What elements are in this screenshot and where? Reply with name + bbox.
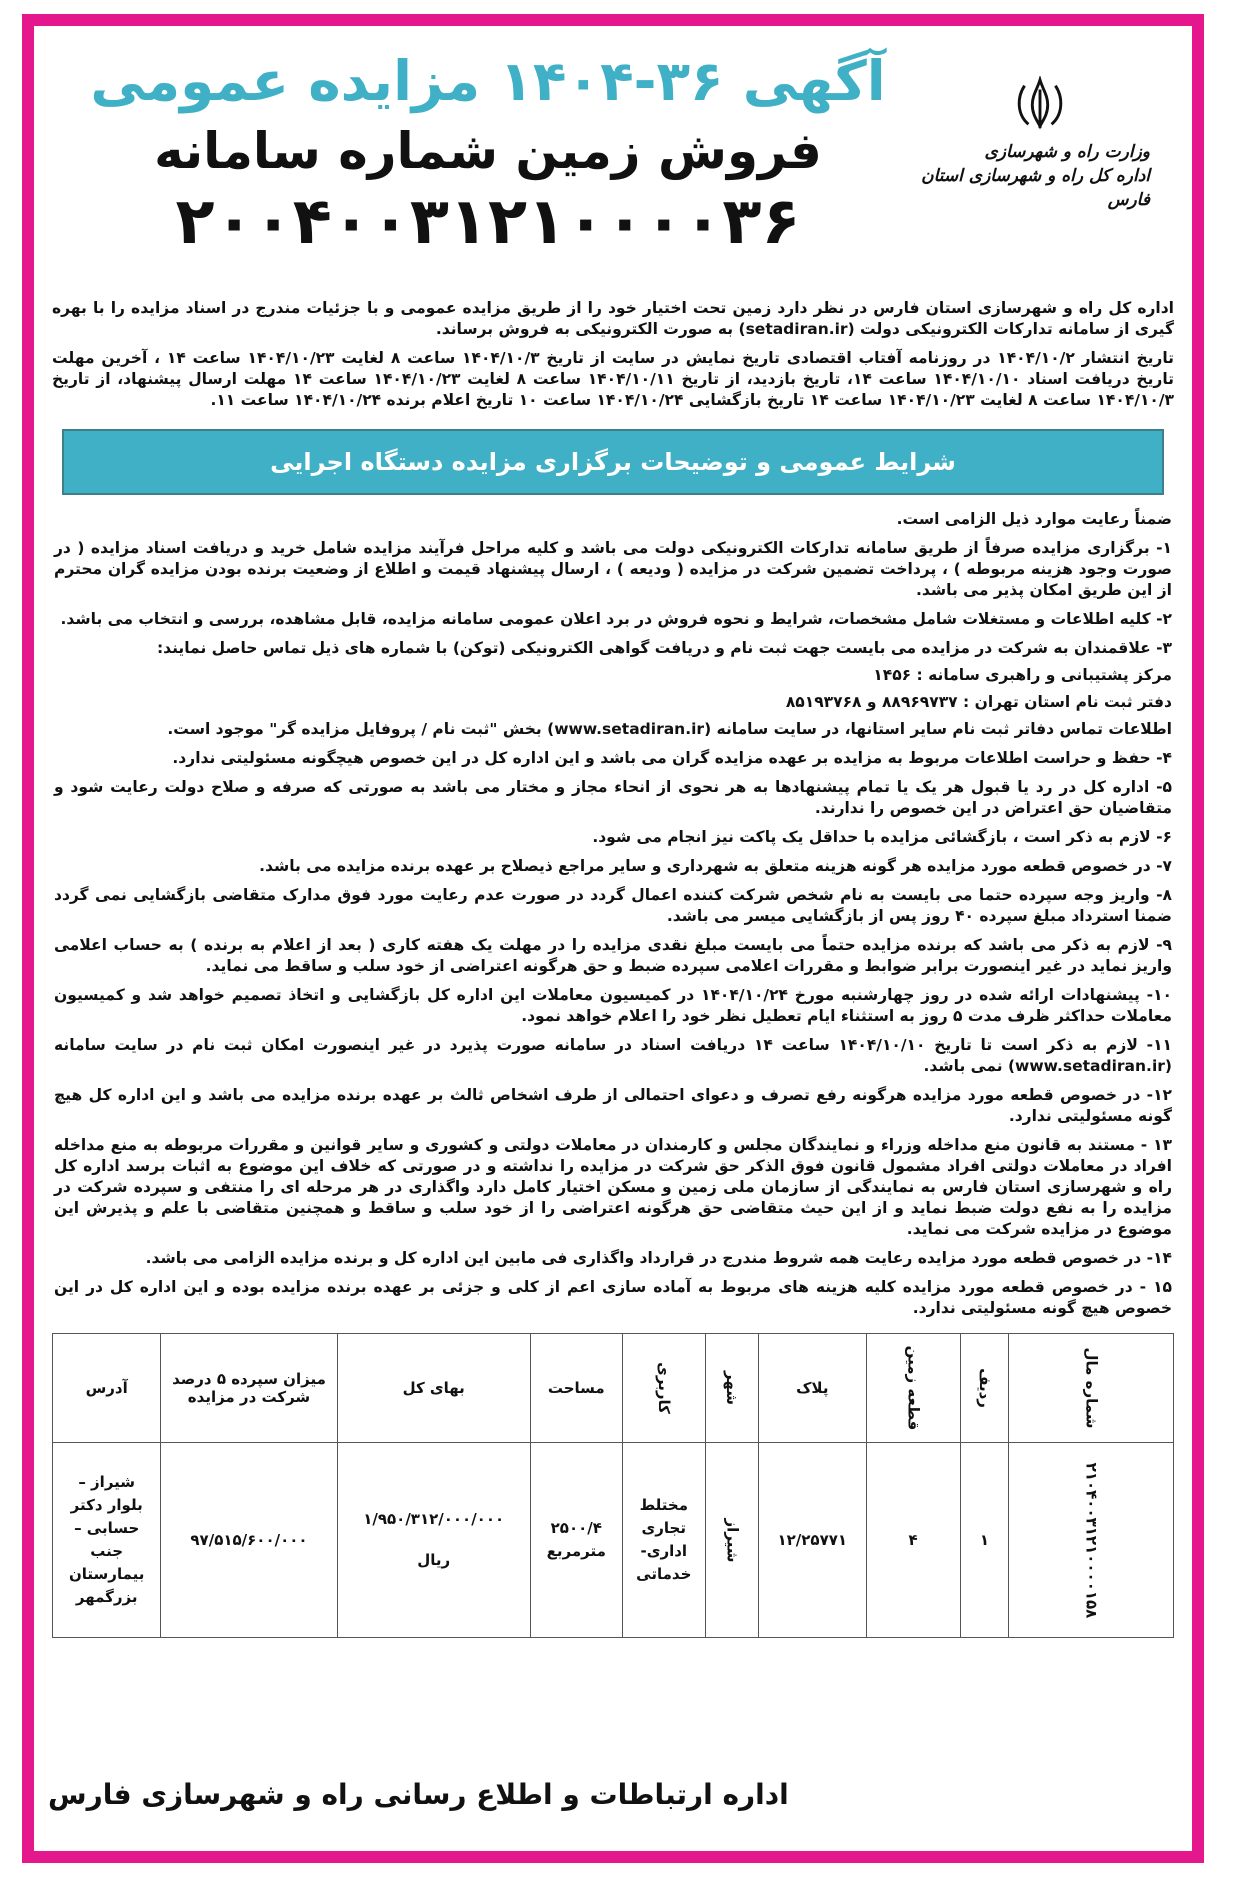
header-city: شهر	[705, 1334, 758, 1443]
condition-item: ۷- در خصوص قطعه مورد مزایده هر گونه هزینه متعلق به شهرداری و سایر مراجع ذیصلاح بر عهده برنده مزایده می باشد.	[259, 857, 1172, 875]
notice-title: آگهی ۳۶-۱۴۰۴ مزایده عمومی	[90, 49, 886, 113]
condition-item: ۲- کلیه اطلاعات و مستغلات شامل مشخصات، شرایط و نحوه فروش در برد اعلان عمومی سامانه مزایده، قابل مشاهده، بررسی و انتخاب می باشد.	[60, 610, 1172, 628]
ministry-name: وزارت راه و شهرسازی	[984, 142, 1150, 162]
title-block	[78, 36, 898, 260]
price-unit: ریال	[417, 1551, 451, 1569]
iran-emblem-icon	[1011, 76, 1069, 130]
schedule-paragraph: تاریخ انتشار ۱۴۰۴/۱۰/۲ در روزنامه آفتاب اقتصادی تاریخ نمایش در سایت از تاریخ ۱۴۰۴/۱۰/۳ ساعت ۸ لغایت ۱۴۰۴/۱۰/۲۳ ساعت ۱۴ ، آخرین مهلت تاریخ دریافت اسناد ۱۴۰۴/۱۰/۱۰ ساعت ۱۴، تاریخ بازدید، از تاریخ ۱۴۰۴/۱۰/۱۱ ساعت ۸ لغایت ۱۴۰۴/۱۰/۲۳ ساعت ۱۴ مهلت ارسال پیشنهاد، از تاریخ ۱۴۰۴/۱۰/۳ ساعت ۸ لغایت ۱۴۰۴/۱۰/۲۳ ساعت ۱۴ تاریخ بازگشایی ۱۴۰۴/۱۰/۲۴ ساعت ۱۰ تاریخ اعلام برنده ۱۴۰۴/۱۰/۲۴ ساعت ۱۱.	[52, 349, 1174, 409]
condition-item: ۱۵ - در خصوص قطعه مورد مزایده کلیه هزینه های مربوط به آماده سازی اعم از کلی و جزئی بر عهده برنده مزایده بوده و این اداره کل در این خصوص هیچ گونه مسئولیتی ندارد.	[54, 1278, 1172, 1317]
condition-intro: ضمناً رعایت موارد ذیل الزامی است.	[896, 510, 1172, 528]
header	[48, 36, 1178, 298]
intro-paragraph: اداره کل راه و شهرسازی استان فارس در نظر دارد زمین تحت اختیار خود را از طریق مزایده عمومی و با جزئیات مندرج در اسناد مزایده را با بهره گیری از سامانه تدارکات الکترونیکی دولت (setadiran.ir) به صورت الکترونیکی به فروش برساند.	[52, 299, 1174, 338]
cell-total-price	[337, 1443, 530, 1638]
system-number: ۲۰۰۴۰۰۳۱۲۱۰۰۰۰۳۶	[175, 185, 801, 259]
condition-item: ۱۲- در خصوص قطعه مورد مزایده هرگونه رفع تصرف و دعوای احتمالی از طرف اشخاص ثالث بر عهده برنده مزایده می باشد و این اداره کل هیچ گونه مسئولیتی ندارد.	[54, 1086, 1172, 1125]
support-center: مرکز پشتیبانی و راهبری سامانه : ۱۴۵۶	[873, 666, 1172, 684]
lots-table	[52, 1333, 1174, 1638]
intro	[48, 298, 1178, 411]
header-lot: قطعه زمین	[866, 1334, 960, 1443]
cell-address: شیراز – بلوار دکتر حسابی – جنب بیمارستان بزرگمهر	[53, 1443, 161, 1638]
cell-usage: مختلط تجاری اداری- خدماتی	[622, 1443, 705, 1638]
condition-item: ۱۳ - مستند به قانون منع مداخله وزراء و نمایندگان مجلس و کارمندان در معاملات دولتی و کشوری و سایر قوانین و مقررات مربوطه به منع مداخله افراد در معاملات دولتی افراد مشمول قانون فوق الذکر حق شرکت در مزایده را نداشته و در صورتی که خلاف این موضوع به اثبات برسد اداره کل راه و شهرسازی استان فارس به نمایندگی از سازمان ملی زمین و مسکن اختیار کامل دارد واگذاری در هر مرحله ای را منتفی و سپرده شرکت در مزایده را به نفع دولت ضبط نماید و از این حیث متقاضی حق هرگونه اعتراضی را از خود سلب و ساقط و همچنین متقاضی با علم و پذیرش این موضوع در مزایده شرکت می نماید.	[54, 1136, 1172, 1238]
condition-item: ۹- لازم به ذکر می باشد که برنده مزایده حتماً می بایست مبلغ نقدی مزایده را در مهلت یک هفته کاری ( بعد از اعلام به برنده ) به حساب اعلامی واریز نماید در غیر اینصورت برابر ضوابط و مقررات اعلامی سپرده ضبط و حق هرگونه اعتراضی از خود سلب و ساقط می نماید.	[54, 936, 1172, 975]
footer-label: اداره ارتباطات و اطلاع رسانی راه و شهرسازی فارس	[48, 1778, 789, 1811]
table-row	[53, 1443, 1174, 1638]
condition-item: ۸- واریز وجه سپرده حتما می بایست به نام شخص شرکت کننده اعمال گردد در صورت عدم رعایت مورد فوق مدارک متقاضی بازگشایی نمی گردد ضمنا استرداد مبلغ سپرده ۴۰ روز پس از بازگشایی میسر می باشد.	[54, 886, 1172, 925]
condition-item: ۱۰- پیشنهادات ارائه شده در روز چهارشنبه مورخ ۱۴۰۴/۱۰/۲۴ در کمیسیون معاملات این اداره کل بازگشایی و اتخاذ تصمیم خواهد شد و کمیسیون معاملات حداکثر ظرف مدت ۵ روز به استثناء ایام تعطیل نظر خود را اعلام خواهد نمود.	[54, 986, 1172, 1025]
cell-plate: ۱۲/۲۵۷۷۱	[758, 1443, 866, 1638]
cell-city: شیراز	[705, 1443, 758, 1638]
page-frame	[22, 14, 1204, 1863]
cell-lot: ۴	[866, 1443, 960, 1638]
table-header-row	[53, 1334, 1174, 1443]
cell-area	[530, 1443, 622, 1638]
header-plate: پلاک	[758, 1334, 866, 1443]
header-area: مساحت	[530, 1334, 622, 1443]
header-row: ردیف	[960, 1334, 1009, 1443]
banner-label: شرایط عمومی و توضیحات برگزاری مزایده دستگاه اجرایی	[270, 448, 956, 476]
conditions-banner	[62, 429, 1164, 495]
condition-item: ۱- برگزاری مزایده صرفاً از طریق سامانه تدارکات الکترونیکی دولت می باشد و کلیه مراحل فرآیند مزایده شامل خرید و دریافت اسناد مزایده ( در صورت وجود هزینه مربوطه ) ، پرداخت تضمین شرکت در مزایده ( ودیعه ) ، ارسال پیشنهاد قیمت و اطلاع از وضعیت برنده بودن مزایده گران محترم از این طریق امکان پذیر می باشد.	[54, 539, 1172, 599]
area-value: ۲۵۰۰/۴	[550, 1519, 602, 1537]
price-value: ۱/۹۵۰/۳۱۲/۰۰۰/۰۰۰	[363, 1510, 505, 1528]
header-property-no: شماره مال	[1009, 1334, 1174, 1443]
cell-property-no: ۲۱۰۴۰۰۳۱۲۱۰۰۰۰۱۵۸	[1009, 1443, 1174, 1638]
footer	[48, 1778, 1178, 1811]
tehran-office: دفتر ثبت نام استان تهران : ۸۸۹۶۹۷۳۷ و ۸۵۱۹۳۷۶۸	[785, 693, 1172, 711]
notice-body	[48, 36, 1178, 1841]
ministry-block	[910, 76, 1170, 212]
header-deposit: میزان سپرده ۵ درصد شرکت در مزایده	[161, 1334, 337, 1443]
notice-subtitle: فروش زمین شماره سامانه	[154, 122, 822, 180]
header-address: آدرس	[53, 1334, 161, 1443]
condition-item: ۱۴- در خصوص قطعه مورد مزایده رعایت همه شروط مندرج در قرارداد واگذاری فی مابین این اداره کل و برنده مزایده الزامی می باشد.	[145, 1249, 1172, 1267]
department-name: اداره کل راه و شهرسازی استان فارس	[921, 166, 1150, 210]
condition-item: ۱۱- لازم به ذکر است تا تاریخ ۱۴۰۴/۱۰/۱۰ ساعت ۱۴ دریافت اسناد در سامانه صورت پذیرد در غیر اینصورت امکان ثبت نام در سایت سامانه (www.setadiran.ir) نمی باشد.	[54, 1036, 1172, 1075]
condition-item: ۳- علاقمندان به شرکت در مزایده می بایست جهت ثبت نام و دریافت گواهی الکترونیکی (توکن) با شماره های ذیل تماس حاصل نمایند:	[156, 639, 1172, 657]
conditions-list	[48, 509, 1178, 1319]
header-total-price: بهای کل	[337, 1334, 530, 1443]
cell-deposit: ۹۷/۵۱۵/۶۰۰/۰۰۰	[161, 1443, 337, 1638]
header-usage: کاربری	[622, 1334, 705, 1443]
condition-item: ۴- حفظ و حراست اطلاعات مربوط به مزایده بر عهده مزایده گران می باشد و این اداره کل در این خصوص هیچگونه مسئولیتی ندارد.	[172, 749, 1172, 767]
condition-item: ۶- لازم به ذکر است ، بازگشائی مزایده با حداقل یک پاکت نیز انجام می شود.	[592, 828, 1172, 846]
cell-row: ۱	[960, 1443, 1009, 1638]
contact-info: اطلاعات تماس دفاتر ثبت نام سایر استانها، در سایت سامانه (www.setadiran.ir) بخش "ثبت نام / پروفایل مزایده گر" موجود است.	[167, 720, 1172, 738]
condition-item: ۵- اداره کل در رد یا قبول هر یک یا تمام پیشنهادها به هر نحوی از انحاء مجاز و مختار می باشد به صورتی که صرفه و صلاح دولت رعایت شود و متقاضیان حق اعتراض در این خصوص را ندارند.	[54, 778, 1172, 817]
area-unit: مترمربع	[546, 1542, 606, 1560]
